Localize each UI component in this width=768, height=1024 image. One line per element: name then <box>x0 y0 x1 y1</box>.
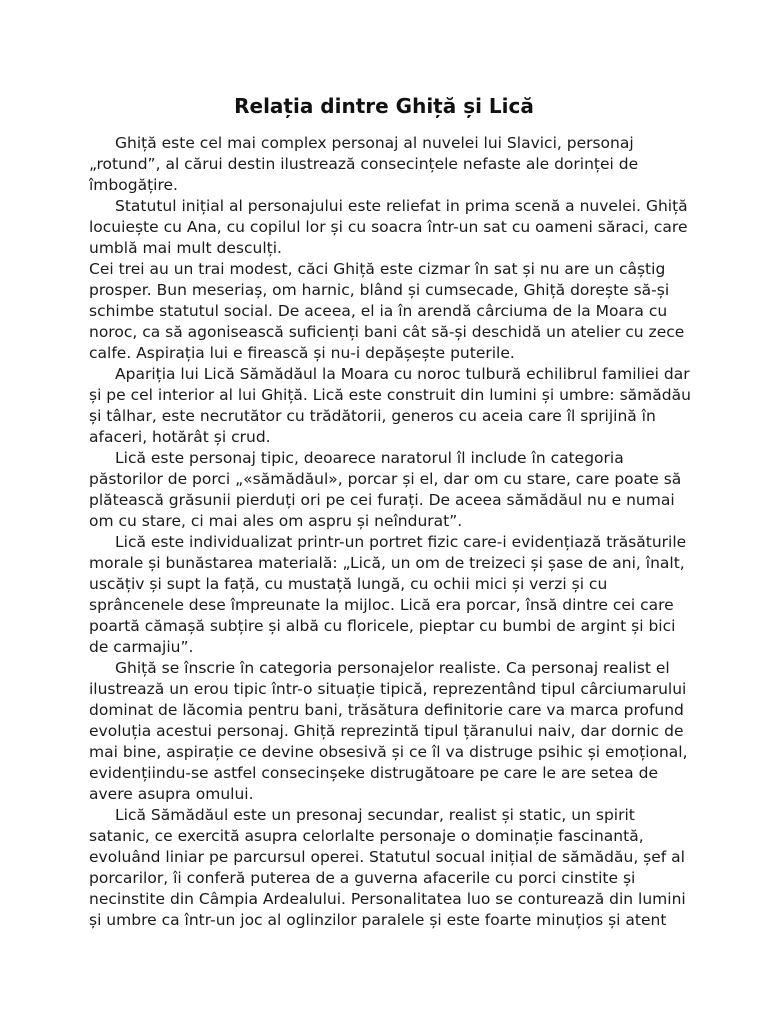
paragraph <box>89 259 689 364</box>
text-line: om cu stare, ci mai ales om aspru și neîndurat”. <box>89 512 463 530</box>
paragraph <box>89 364 689 448</box>
paragraph <box>89 133 689 196</box>
text-line: locuiește cu Ana, cu copilul lor și cu soacra într-un sat cu oameni săraci, care <box>89 218 688 236</box>
text-line: poartă cămașă subțire și albă cu floricele, pieptar cu bumbi de argint și bici <box>89 617 676 635</box>
text-line: noroc, ca să agonisească suficienți bani cât să-și deschidă un atelier cu zece <box>89 323 685 341</box>
text-line: Ghiță se înscrie în categoria personajelor realiste. Ca personaj realist el <box>115 659 670 677</box>
text-line: morale și bunăstarea materială: „Lică, un om de treizeci și șase de ani, înalt, <box>89 554 685 572</box>
text-line: îmbogățire. <box>89 176 178 194</box>
text-line: sprâncenele dese împreunate la mijloc. Lică era porcar, însă dintre cei care <box>89 596 674 614</box>
text-line: de carmajiu”. <box>89 638 194 656</box>
text-line: plătească grăsunii pierduți ori pe cei furați. De aceea sămădăul nu e numai <box>89 491 675 509</box>
text-line: mai bine, aspirație ce devine obsesivă și ce îl va distruge psihic și emoțional, <box>89 743 688 761</box>
text-line: schimbe statutul social. De aceea, el ia în arendă cârciuma de la Moara cu <box>89 302 668 320</box>
text-line: Ghiță este cel mai complex personaj al nuvelei lui Slavici, personaj <box>115 134 634 152</box>
paragraph <box>89 448 689 532</box>
paragraph <box>89 196 689 259</box>
text-line: Lică Sămădăul este un presonaj secundar, realist și static, un spirit <box>115 806 635 824</box>
paragraph <box>89 532 689 658</box>
text-line: și pe cel interior al lui Ghiță. Lică este construit din lumini și umbre: sămădău <box>89 386 691 404</box>
text-line: păstorilor de porci „«sămădăul», porcar și el, dar om cu stare, care poate să <box>89 470 682 488</box>
text-line: Apariția lui Lică Sămădăul la Moara cu noroc tulbură echilibrul familiei dar <box>115 365 690 383</box>
text-line: și tâlhar, este necrutător cu trădătorii, generos cu aceia care îl sprijină în <box>89 407 656 425</box>
text-line: Cei trei au un trai modest, căci Ghiță este cizmar în sat și nu are un câștig <box>89 260 666 278</box>
paragraph <box>89 658 689 805</box>
paragraph <box>89 805 689 931</box>
text-line: ilustrează un erou tipic într-o situație tipică, reprezentând tipul cârciumarului <box>89 680 687 698</box>
text-line: evoluția acestui personaj. Ghiță reprezintă tipul țăranului naiv, dar dornic de <box>89 722 684 740</box>
text-line: Statutul inițial al personajului este reliefat in prima scenă a nuvelei. Ghiță <box>115 197 688 215</box>
document-body <box>89 133 689 931</box>
text-line: porcarilor, îi conferă puterea de a guverna afacerile cu porci cinstite și <box>89 869 636 887</box>
text-line: și umbre ca într-un joc al oglinzilor paralele și este foarte minuțios și atent <box>89 911 667 929</box>
text-line: afaceri, hotărât și crud. <box>89 428 271 446</box>
document-title: Relația dintre Ghiță și Lică <box>234 94 534 118</box>
text-line: evoluând liniar pe parcursul operei. Statutul socual inițial de sămădău, șef al <box>89 848 685 866</box>
text-line: evidențiindu-se astfel consecinșeke distrugătoare pe care le are setea de <box>89 764 658 782</box>
text-line: necinstite din Câmpia Ardealului. Personalitatea luo se conturează din lumini <box>89 890 686 908</box>
text-line: umblă mai mult desculți. <box>89 239 282 257</box>
text-line: satanic, ce exercită asupra celorlalte personaje o dominație fascinantă, <box>89 827 644 845</box>
text-line: „rotund”, al cărui destin ilustrează consecințele nefaste ale dorinței de <box>89 155 639 173</box>
text-line: avere asupra omului. <box>89 785 254 803</box>
text-line: Lică este individualizat printr-un portret fizic care-i evidențiază trăsăturile <box>115 533 687 551</box>
text-line: uscățiv și supt la față, cu mustață lungă, cu ochii mici și verzi și cu <box>89 575 608 593</box>
text-line: dominat de lăcomia pentru bani, trăsătura definitorie care va marca profund <box>89 701 684 719</box>
text-line: Lică este personaj tipic, deoarece naratorul îl include în categoria <box>115 449 624 467</box>
text-line: calfe. Aspirația lui e firească și nu-i depășește puterile. <box>89 344 515 362</box>
text-line: prosper. Bun meseriaș, om harnic, blând și cumsecade, Ghiță dorește să-și <box>89 281 670 299</box>
